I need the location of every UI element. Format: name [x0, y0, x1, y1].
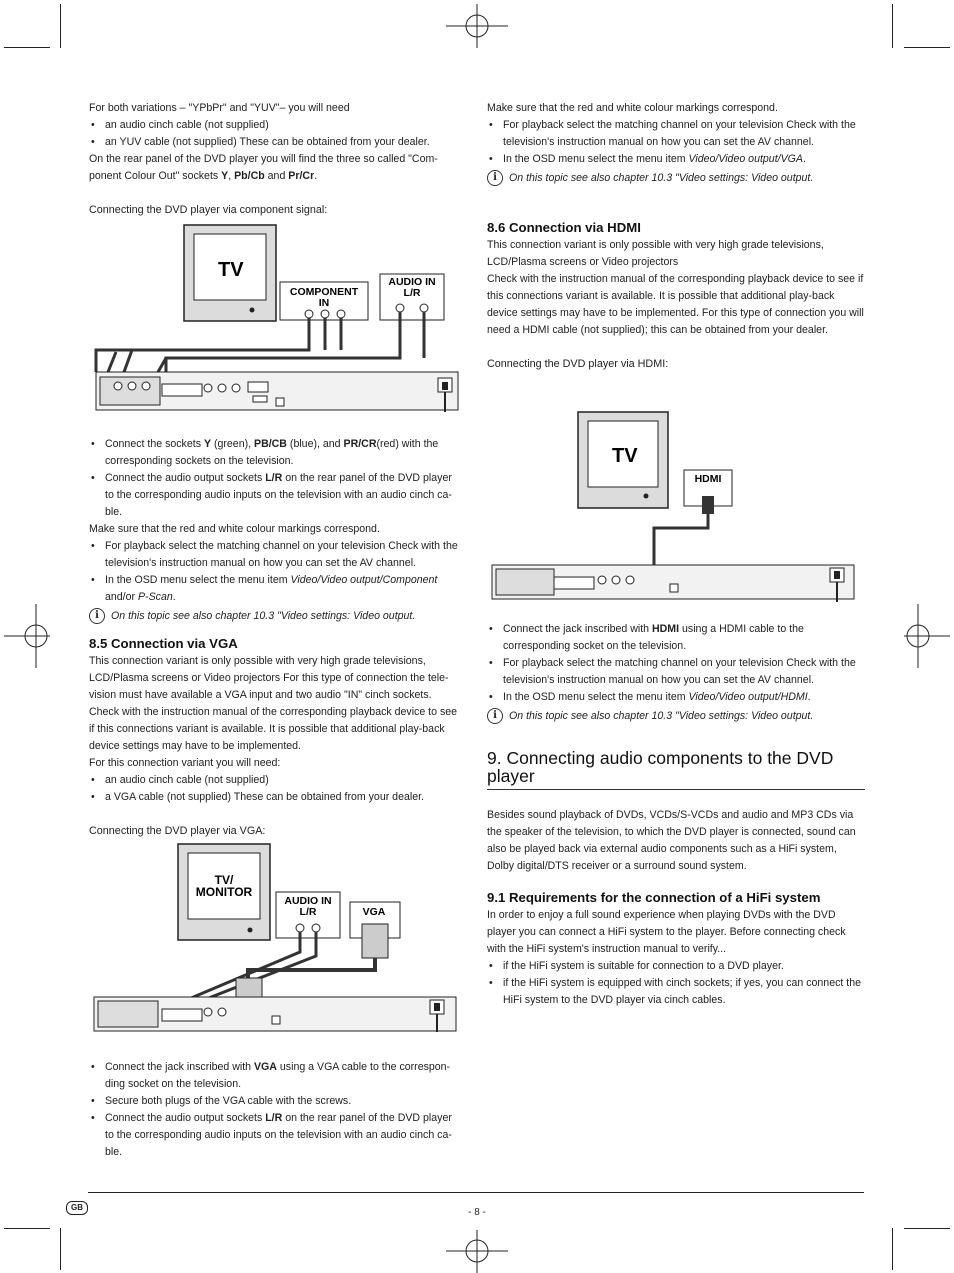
crop-mark	[60, 1228, 61, 1270]
language-badge: GB	[66, 1201, 88, 1215]
footer-divider	[88, 1192, 864, 1193]
rear-panel-text: On the rear panel of the DVD player you will find the three so called "Com-ponent Colour Out" sockets Y, Pb/Cb and Pr/Cr.	[89, 153, 438, 182]
vga-connection-diagram	[88, 842, 463, 1034]
crop-mark	[892, 4, 893, 48]
list-item: • an audio cinch cable (not supplied)	[89, 772, 461, 789]
list-item: • For playback select the matching channel on your television Check with the television's instruction manual on how you can set the AV channel.	[487, 117, 865, 151]
list-item: • an audio cinch cable (not supplied)	[89, 117, 461, 134]
info-note: i On this topic see also chapter 10.3 "Video settings: Video output.	[89, 608, 461, 625]
hifi-checklist	[487, 958, 865, 1009]
intro-list	[89, 117, 461, 151]
registration-mark-bottom	[446, 1230, 508, 1273]
left-column-3	[89, 1059, 461, 1161]
chapter-9-paragraph: Besides sound playback of DVDs, VCDs/S-VCDs and audio and MP3 CDs via the speaker of the television, to which the DVD player is connected, sound can also be played back via external audio components such as a HiFi system, Dolby digital/DTS receiver or a surround sound system.	[487, 809, 856, 872]
crop-mark	[4, 47, 50, 48]
intro-text: For both variations – "YPbPr" and "YUV"– you will need	[89, 102, 350, 114]
list-item: • For playback select the matching channel on your television Check with the television's instruction manual on how you can set the AV channel.	[89, 538, 461, 572]
svg-text:AUDIO IN: AUDIO IN	[388, 276, 436, 288]
info-icon: i	[487, 170, 503, 186]
page-number: - 8 -	[468, 1207, 486, 1218]
crop-mark	[892, 1228, 893, 1270]
registration-mark-top	[446, 4, 508, 48]
vga-label: VGA	[362, 906, 386, 918]
hdmi-paragraph-1: This connection variant is only possible with very high grade televisions, LCD/Plasma screens or Video projectors	[487, 239, 824, 268]
crop-mark	[4, 1228, 50, 1229]
hdmi-heading: 8.6 Connection via HDMI	[487, 220, 641, 235]
svg-text:TV: TV	[612, 445, 638, 467]
hdmi-steps	[487, 621, 865, 706]
info-note: i On this topic see also chapter 10.3 "Video settings: Video output.	[487, 708, 865, 725]
list-item: • a VGA cable (not supplied) These can be obtained from your dealer.	[89, 789, 461, 806]
component-steps	[89, 436, 461, 521]
list-item: • Connect the jack inscribed with HDMI using a HDMI cable to the corresponding socket on the television.	[487, 621, 865, 655]
vga-caption: Connecting the DVD player via VGA:	[89, 825, 266, 837]
right-column	[487, 100, 865, 373]
vga-need-list	[89, 772, 461, 806]
vga-steps	[89, 1059, 461, 1161]
chapter-9-1-heading: 9.1 Requirements for the connection of a HiFi system	[487, 890, 821, 905]
chapter-9-heading: 9. Connecting audio components to the DVD player	[487, 749, 865, 790]
svg-text:L/R: L/R	[403, 287, 421, 299]
list-item: • In the OSD menu select the menu item Video/Video output/HDMI.	[487, 689, 865, 706]
info-icon: i	[487, 708, 503, 724]
crop-mark	[60, 4, 61, 48]
osd-steps	[89, 538, 461, 606]
svg-text:TV/: TV/	[214, 873, 234, 887]
svg-text:AUDIO IN: AUDIO IN	[284, 895, 332, 907]
list-item: • an YUV cable (not supplied) These can be obtained from your dealer.	[89, 134, 461, 151]
component-caption: Connecting the DVD player via component signal:	[89, 204, 328, 216]
list-item: • In the OSD menu select the menu item Video/Video output/Component and/or P-Scan.	[89, 572, 461, 606]
right-steps	[487, 117, 865, 168]
left-column	[89, 100, 461, 219]
vga-paragraph: This connection variant is only possible with very high grade televisions, LCD/Plasma screens or Video projectors For this type of connection the tele-vision must have available a VGA input and two audio "IN" cinch sockets. Check with the instruction manual of the corresponding playback device to see if this connections variant is available. It is possible that additional play-back device settings may have to be implemented.	[89, 655, 458, 752]
left-column-2	[89, 436, 461, 840]
component-connection-diagram	[88, 222, 463, 414]
svg-text:L/R: L/R	[299, 906, 317, 918]
info-icon: i	[89, 608, 105, 624]
svg-text:COMPONENT: COMPONENT	[289, 286, 359, 298]
svg-text:IN: IN	[318, 297, 330, 309]
vga-heading: 8.5 Connection via VGA	[89, 636, 238, 651]
hdmi-connection-diagram	[488, 410, 863, 606]
colour-note: Make sure that the red and white colour markings correspond.	[487, 102, 778, 114]
list-item: • if the HiFi system is equipped with cinch sockets; if yes, you can connect the HiFi system to the DVD player via cinch cables.	[487, 975, 865, 1009]
registration-mark-right	[904, 604, 950, 668]
right-column-2	[487, 621, 865, 1009]
hdmi-paragraph-2: Check with the instruction manual of the corresponding playback device to see if this connections variant is available. It is possible that additional play-back device settings may have to be implemented. For this type of connection you will need a HDMI cable (not supplied); this can be obtained from your dealer.	[487, 273, 864, 336]
list-item: • For playback select the matching channel on your television Check with the television's instruction manual on how you can set the AV channel.	[487, 655, 865, 689]
info-note: i On this topic see also chapter 10.3 "Video settings: Video output.	[487, 170, 865, 187]
list-item: • Secure both plugs of the VGA cable with the screws.	[89, 1093, 461, 1110]
list-item: • if the HiFi system is suitable for connection to a DVD player.	[487, 958, 865, 975]
list-item: • Connect the audio output sockets L/R on the rear panel of the DVD player to the corresponding audio inputs on the television with an audio cinch ca-ble.	[89, 1110, 461, 1161]
list-item: • Connect the sockets Y (green), PB/CB (blue), and PR/CR(red) with the corresponding sockets on the television.	[89, 436, 461, 470]
chapter-9-1-paragraph: In order to enjoy a full sound experience when playing DVDs with the DVD player you can connect a HiFi system to the player. Before connecting check with the HiFi system's instruction manual to verify...	[487, 909, 846, 955]
crop-mark	[904, 1228, 950, 1229]
list-item: • Connect the audio output sockets L/R on the rear panel of the DVD player to the corresponding audio inputs on the television with an audio cinch ca-ble.	[89, 470, 461, 521]
tv-label: TV	[218, 259, 244, 281]
hdmi-label: HDMI	[694, 473, 722, 485]
svg-text:MONITOR: MONITOR	[195, 885, 253, 899]
crop-mark	[904, 47, 950, 48]
hdmi-caption: Connecting the DVD player via HDMI:	[487, 358, 669, 370]
colour-note: Make sure that the red and white colour markings correspond.	[89, 523, 380, 535]
list-item: • Connect the jack inscribed with VGA using a VGA cable to the correspon-ding socket on the television.	[89, 1059, 461, 1093]
list-item: • In the OSD menu select the menu item Video/Video output/VGA.	[487, 151, 865, 168]
vga-need: For this connection variant you will need:	[89, 757, 281, 769]
registration-mark-left	[4, 604, 50, 668]
